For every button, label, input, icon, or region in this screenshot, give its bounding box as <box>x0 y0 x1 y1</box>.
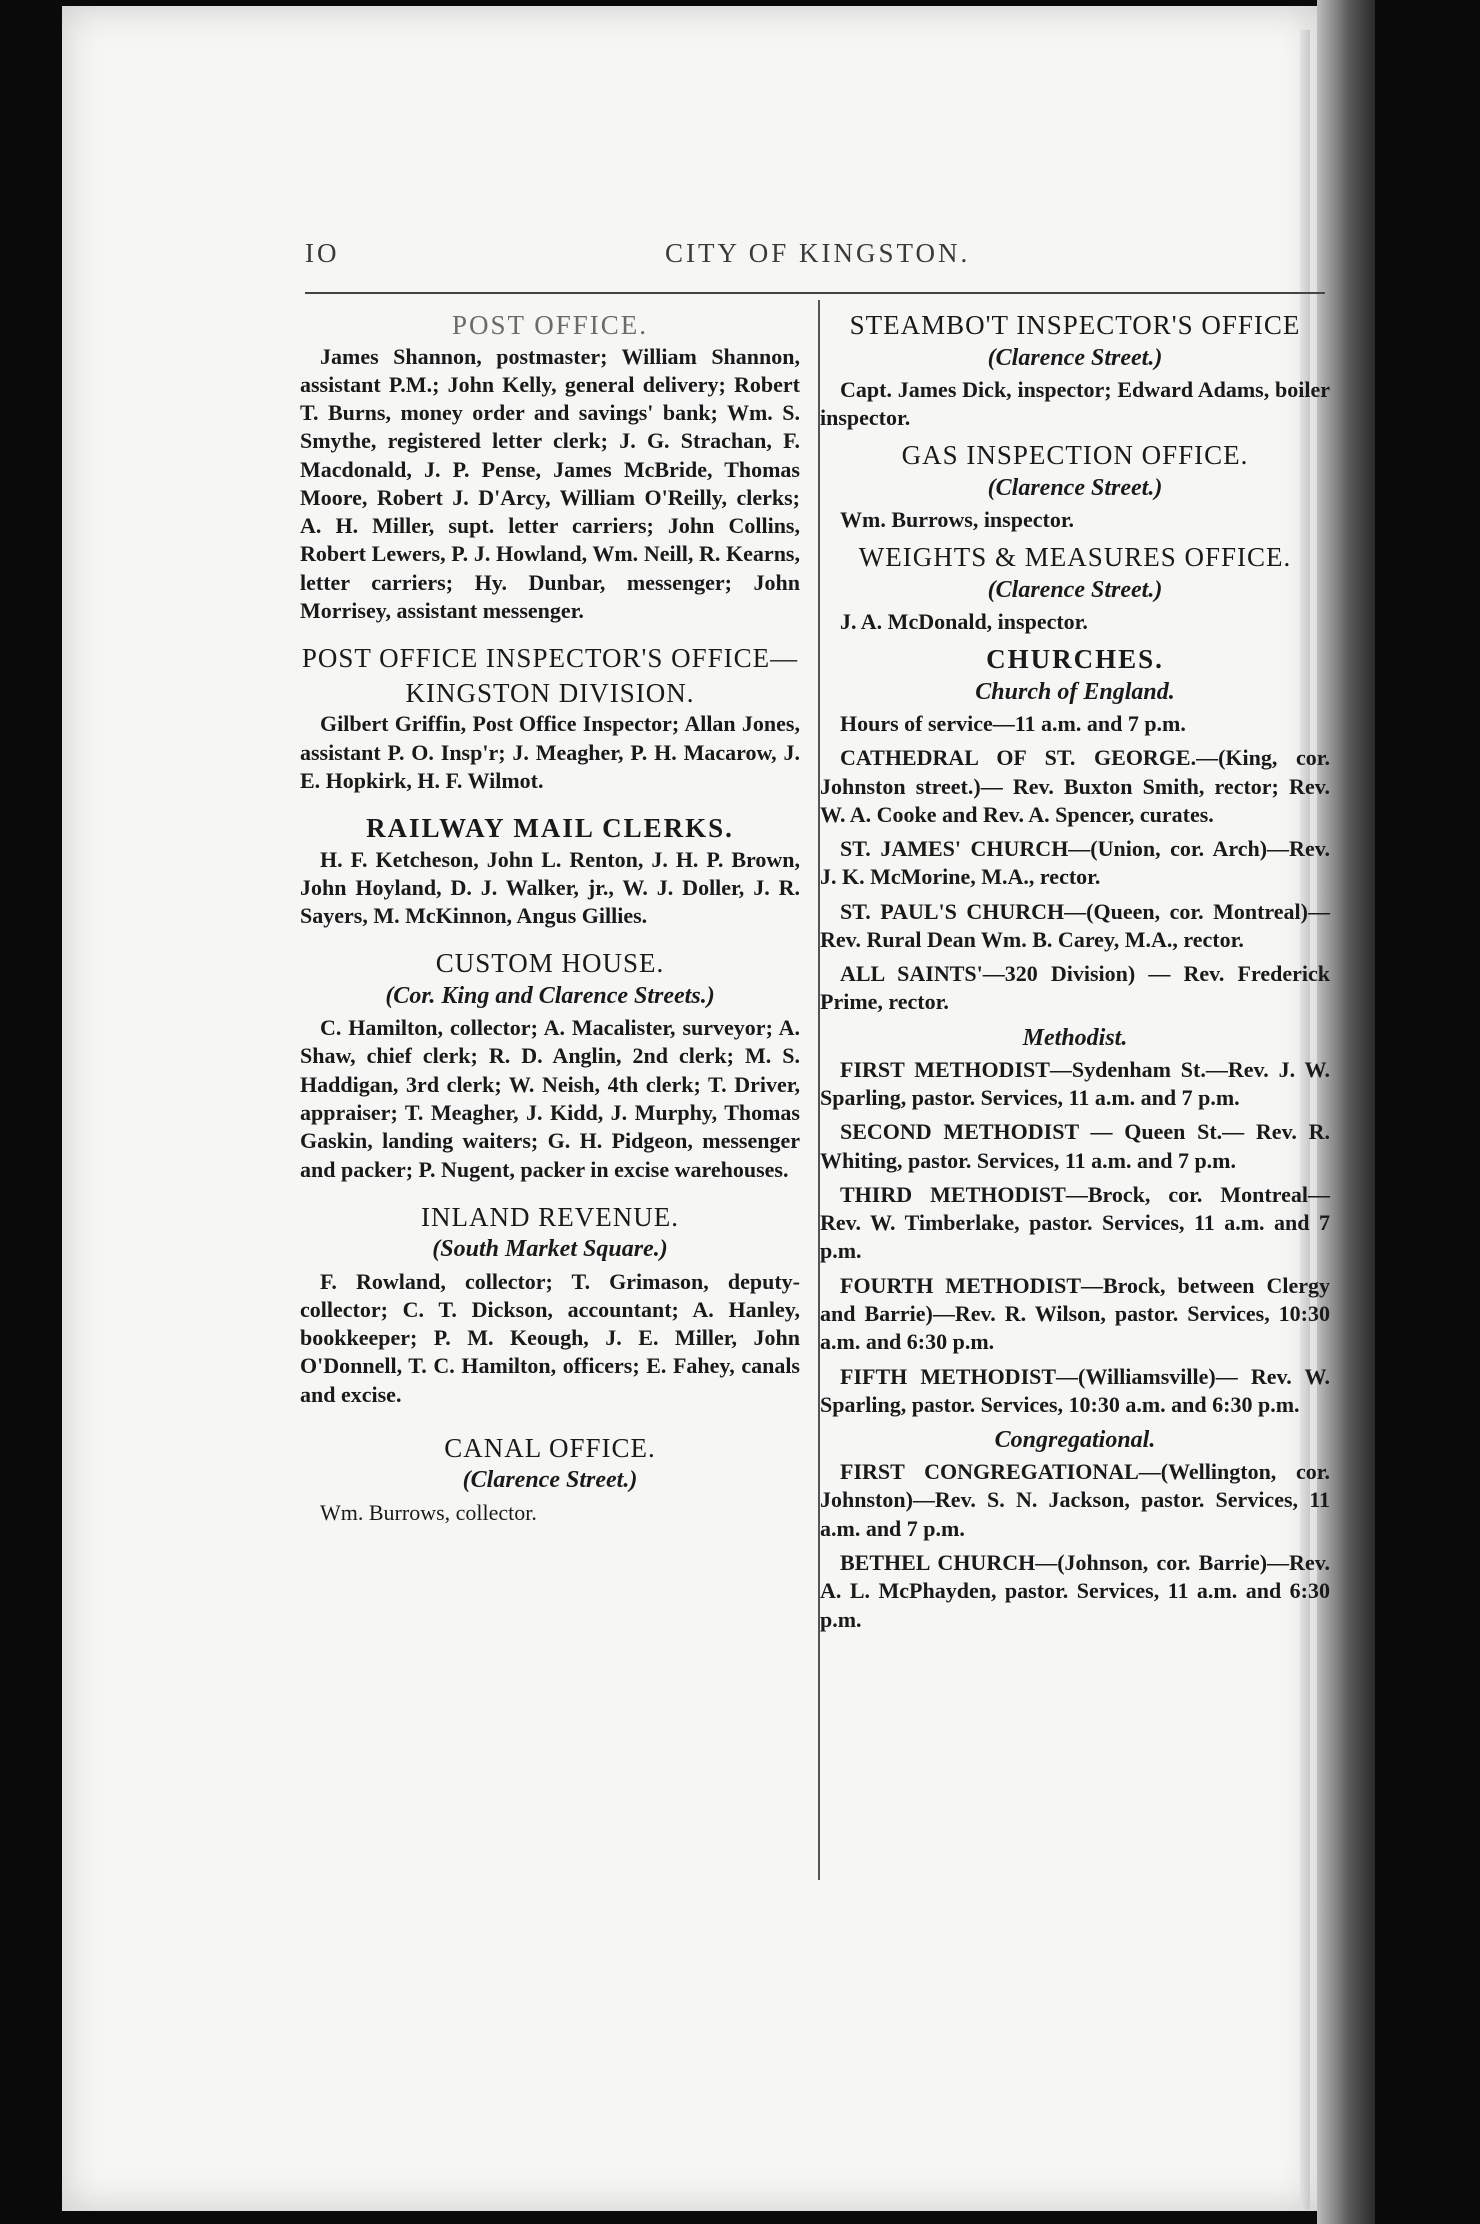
church-entry: CATHEDRAL OF ST. GEORGE.—(King, cor. Johnston street.)— Rev. Buxton Smith, rector; Rev. W. A. Cooke and Rev. A. Spencer, curates. <box>820 745 1330 827</box>
railway-heading: RAILWAY MAIL CLERKS. <box>366 813 734 844</box>
page-number: IO <box>305 238 340 268</box>
steamboat-heading: STEAMBO'T INSPECTOR'S OFFICE <box>849 310 1301 340</box>
steamboat-text: Capt. James Dick, inspector; Edward Adams, boiler inspector. <box>820 376 1330 430</box>
congregational-subheading: Congregational. <box>994 1427 1156 1454</box>
canal-heading: CANAL OFFICE. <box>444 1432 656 1463</box>
steamboat-address: (Clarence Street.) <box>987 344 1163 371</box>
railway-text: H. F. Ketcheson, John L. Renton, J. H. P. Brown, John Hoyland, D. J. Walker, jr., W. J. Doller, J. R. Sayers, M. McKinnon, Angus Gillies. <box>300 846 800 929</box>
running-title: CITY OF KINGSTON. <box>665 238 971 268</box>
methodist-entry: FIFTH METHODIST—(Williamsville)— Rev. W. Sparling, pastor. Services, 10:30 a.m. and 6:30 p.m. <box>820 1363 1330 1417</box>
post-office-heading: POST OFFICE. <box>451 310 649 340</box>
po-inspector-heading: POST OFFICE INSPECTOR'S OFFICE—KINGSTON DIVISION. <box>301 643 799 708</box>
canal-address: (Clarence Street.) <box>462 1467 638 1494</box>
congregational-entry: BETHEL CHURCH—(Johnson, cor. Barrie)—Rev. A. L. McPhayden, pastor. Services, 11 a.m. and 6:30 p.m. <box>820 1550 1330 1632</box>
gas-address: (Clarence Street.) <box>987 474 1163 501</box>
gas-text: Wm. Burrows, inspector. <box>840 507 1075 532</box>
church-entry: ST. JAMES' CHURCH—(Union, cor. Arch)—Rev. J. K. McMorine, M.A., rector. <box>820 836 1330 890</box>
left-column <box>300 308 800 1533</box>
church-hours: Hours of service—11 a.m. and 7 p.m. <box>840 711 1186 736</box>
church-of-england-subheading: Church of England. <box>975 678 1175 705</box>
custom-house-heading: CUSTOM HOUSE. <box>435 948 665 979</box>
methodist-subheading: Methodist. <box>1022 1024 1128 1051</box>
running-header <box>305 238 1325 272</box>
header-rule <box>305 292 1325 294</box>
methodist-entry: FOURTH METHODIST—Brock, between Clergy and Barrie)—Rev. R. Wilson, pastor. Services, 10:30 a.m. and 6:30 p.m. <box>820 1272 1330 1355</box>
weights-heading: WEIGHTS & MEASURES OFFICE. <box>858 542 1292 573</box>
weights-address: (Clarence Street.) <box>987 576 1163 603</box>
right-column <box>820 308 1330 1640</box>
inland-revenue-text: F. Rowland, collector; T. Grimason, deputy-collector; C. T. Dickson, accountant; A. Hanley, bookkeeper; P. M. Keough, J. E. Miller, John O'Donnell, T. C. Hamilton, officers; E. Fahey, canals and excise. <box>300 1268 800 1407</box>
gas-heading: GAS INSPECTION OFFICE. <box>901 440 1249 471</box>
churches-heading: CHURCHES. <box>986 644 1164 675</box>
weights-text: J. A. McDonald, inspector. <box>840 609 1088 634</box>
po-inspector-text: Gilbert Griffin, Post Office Inspector; Allan Jones, assistant P. O. Insp'r; J. Meagher, P. H. Macarow, J. E. Hopkirk, H. F. Wilmot. <box>300 711 800 793</box>
custom-house-address: (Cor. King and Clarence Streets.) <box>385 982 715 1009</box>
inland-revenue-address: (South Market Square.) <box>432 1236 668 1263</box>
church-entry: ALL SAINTS'—320 Division) — Rev. Frederick Prime, rector. <box>820 961 1330 1015</box>
methodist-entry: FIRST METHODIST—Sydenham St.—Rev. J. W. Sparling, pastor. Services, 11 a.m. and 7 p.m. <box>820 1056 1330 1111</box>
church-entry: ST. PAUL'S CHURCH—(Queen, cor. Montreal)—Rev. Rural Dean Wm. B. Carey, M.A., rector. <box>820 898 1330 952</box>
congregational-entry: FIRST CONGREGATIONAL—(Wellington, cor. Johnston)—Rev. S. N. Jackson, pastor. Services, 11 a.m. and 7 p.m. <box>820 1459 1330 1541</box>
methodist-entry: SECOND METHODIST — Queen St.— Rev. R. Whiting, pastor. Services, 11 a.m. and 7 p.m. <box>820 1119 1330 1173</box>
custom-house-text: C. Hamilton, collector; A. Macalister, surveyor; A. Shaw, chief clerk; R. D. Anglin, 2nd clerk; M. S. Haddigan, 3rd clerk; W. Neish, 4th clerk; T. Driver, appraiser; T. Meagher, J. Kidd, J. Murphy, Thomas Gaskin, landing waiters; G. H. Pidgeon, messenger and packer; P. Nugent, packer in excise warehouses. <box>300 1015 800 1182</box>
methodist-entry: THIRD METHODIST—Brock, cor. Montreal—Rev. W. Timberlake, pastor. Services, 11 a.m. and 7 p.m. <box>820 1181 1330 1264</box>
post-office-text: James Shannon, postmaster; William Shannon, assistant P.M.; John Kelly, general delivery; Robert T. Burns, money order and savings' bank; Wm. S. Smythe, registered letter clerk; J. G. Strachan, F. Macdonald, J. P. Pense, James McBride, Thomas Moore, Robert J. D'Arcy, William O'Reilly, clerks; A. H. Miller, supt. letter carriers; John Collins, Robert Lewers, P. J. Howland, Wm. Neill, R. Kearns, letter carriers; Hy. Dunbar, messenger; John Morrisey, assistant messenger. <box>300 343 800 623</box>
canal-text: Wm. Burrows, collector. <box>320 1499 537 1525</box>
inland-revenue-heading: INLAND REVENUE. <box>421 1201 679 1232</box>
